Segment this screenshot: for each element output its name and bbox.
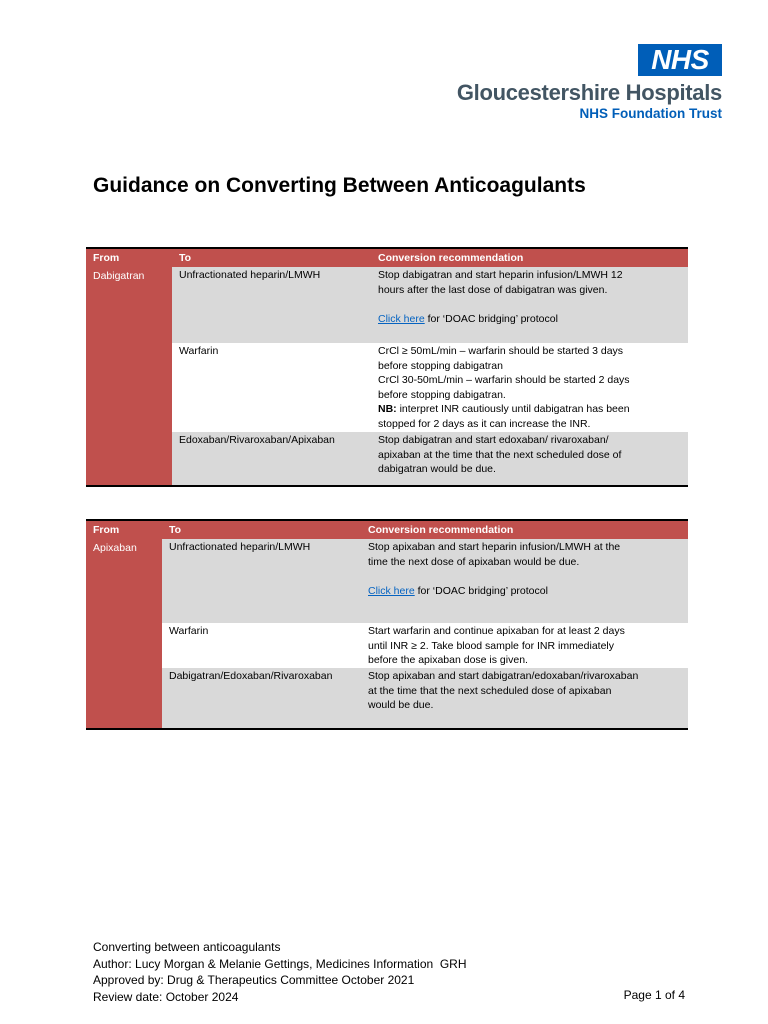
header-from: From <box>93 523 120 536</box>
to-cell: Unfractionated heparin/LMWH <box>169 541 311 553</box>
to-cell: Unfractionated heparin/LMWH <box>179 269 321 281</box>
from-cell: Dabigatran <box>86 267 172 485</box>
footer-approved: Approved by: Drug & Therapeutics Committee October 2021 <box>93 973 415 987</box>
nhs-badge: NHS <box>638 44 722 76</box>
header-recommendation: Conversion recommendation <box>378 251 524 264</box>
table-header <box>86 521 688 539</box>
document-footer <box>93 939 467 1005</box>
table-row <box>162 539 688 623</box>
footer-review-date: Review date: October 2024 <box>93 989 239 1004</box>
conversion-table-apixaban <box>86 519 688 730</box>
recommendation-cell: Start warfarin and continue apixaban for at least 2 days until INR ≥ 2. Take blood sample for INR immediately before the apixaban dose is given. <box>368 625 625 666</box>
to-cell: Warfarin <box>179 345 219 357</box>
header-recommendation: Conversion recommendation <box>368 523 514 536</box>
to-cell: Warfarin <box>169 625 209 637</box>
header-to: To <box>169 523 182 536</box>
org-name: Gloucestershire Hospitals <box>456 80 722 105</box>
doac-bridging-link[interactable]: Click here <box>368 584 415 597</box>
table-row <box>172 432 688 485</box>
recommendation-cell: Stop dabigatran and start heparin infusion/LMWH 12 hours after the last dose of dabigatran was given. Click here for ‘DOAC bridging’ protocol <box>378 269 623 325</box>
conversion-table-dabigatran <box>86 247 688 487</box>
footer-author: Author: Lucy Morgan & Melanie Gettings, Medicines Information GRH <box>93 956 467 971</box>
table-row <box>172 343 688 432</box>
from-cell: Apixaban <box>86 539 162 728</box>
table-row <box>172 267 688 343</box>
recommendation-cell: Stop apixaban and start dabigatran/edoxaban/rivaroxaban at the time that the next scheduled dose of apixaban would be due. <box>368 670 639 711</box>
trust-logo <box>442 44 722 122</box>
doac-bridging-link[interactable]: Click here <box>378 312 425 325</box>
to-cell: Dabigatran/Edoxaban/Rivaroxaban <box>169 670 333 682</box>
to-cell: Edoxaban/Rivaroxaban/Apixaban <box>179 434 335 446</box>
footer-doc-title: Converting between anticoagulants <box>93 940 281 954</box>
recommendation-cell: Stop dabigatran and start edoxaban/ rivaroxaban/ apixaban at the time that the next scheduled dose of dabigatran would be due. <box>378 434 622 475</box>
table-row <box>162 668 688 728</box>
header-to: To <box>179 251 192 264</box>
table-header <box>86 249 688 267</box>
recommendation-cell: CrCl ≥ 50mL/min – warfarin should be started 3 days before stopping dabigatran CrCl 30-50mL/min – warfarin should be started 2 days before stopping dabigatran. NB: interpret INR cautiously until dabigatran has been stopped for 2 days as it can increase the INR. <box>378 345 630 430</box>
header-from: From <box>93 251 120 264</box>
recommendation-cell: Stop apixaban and start heparin infusion/LMWH at the time the next dose of apixaban would be due. Click here for ‘DOAC bridging’ protocol <box>368 541 621 597</box>
page-title: Guidance on Converting Between Anticoagulants <box>93 174 586 197</box>
page-number: Page 1 of 4 <box>623 988 685 1002</box>
table-row <box>162 623 688 668</box>
org-subtitle: NHS Foundation Trust <box>579 106 722 121</box>
